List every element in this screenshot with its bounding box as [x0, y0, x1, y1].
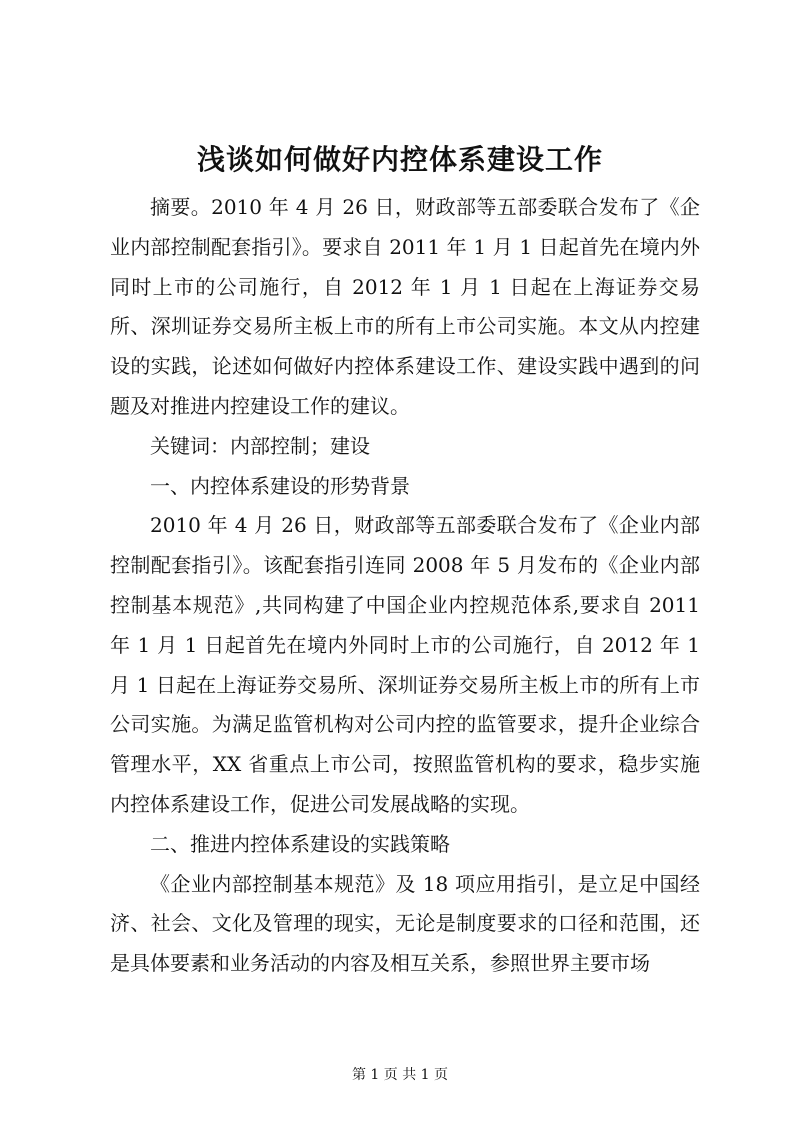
document-body [110, 188, 700, 984]
document-title: 浅谈如何做好内控体系建设工作 [196, 143, 603, 176]
keywords-paragraph: 关键词：内部控制；建设 [150, 433, 370, 458]
abstract-paragraph: 摘要。2010 年 4 月 26 日，财政部等五部委联合发布了《企业内部控制配套指引》。要求自 2011 年 1 月 1 日起首先在境内外同时上市的公司施行，自 2012 年 1 月 1 日起在上海证券交易所、深圳证券交易所主板上市的所有上市公司实施。本文从内控建设的实践，论述如何做好内控体系建设工作、建设实践中遇到的问题及对推进内控建设工作的建议。 [110, 195, 700, 418]
body-paragraph-2: 《企业内部控制基本规范》及 18 项应用指引，是立足中国经济、社会、文化及管理的现实，无论是制度要求的口径和范围，还是具体要素和业务活动的内容及相互关系，参照世界主要市场 [110, 871, 700, 976]
section-heading-1: 一、内控体系建设的形势背景 [150, 473, 410, 498]
body-paragraph-1: 2010 年 4 月 26 日，财政部等五部委联合发布了《企业内部控制配套指引》。该配套指引连同 2008 年 5 月发布的《企业内部控制基本规范》,共同构建了中国企业内控规范体系,要求自 2011 年 1 月 1 日起首先在境内外同时上市的公司施行，自 2012 年 1 月 1 日起在上海证券交易所、深圳证券交易所主板上市的所有上市公司实施。为满足监管机构对公司内控的监管要求，提升企业综合管理水平，XX 省重点上市公司，按照监管机构的要求，稳步实施内控体系建设工作，促进公司发展战略的实现。 [110, 513, 700, 816]
page-footer: 第 1 页 共 1 页 [351, 1067, 449, 1083]
section-heading-2: 二、推进内控体系建设的实践策略 [150, 831, 450, 856]
